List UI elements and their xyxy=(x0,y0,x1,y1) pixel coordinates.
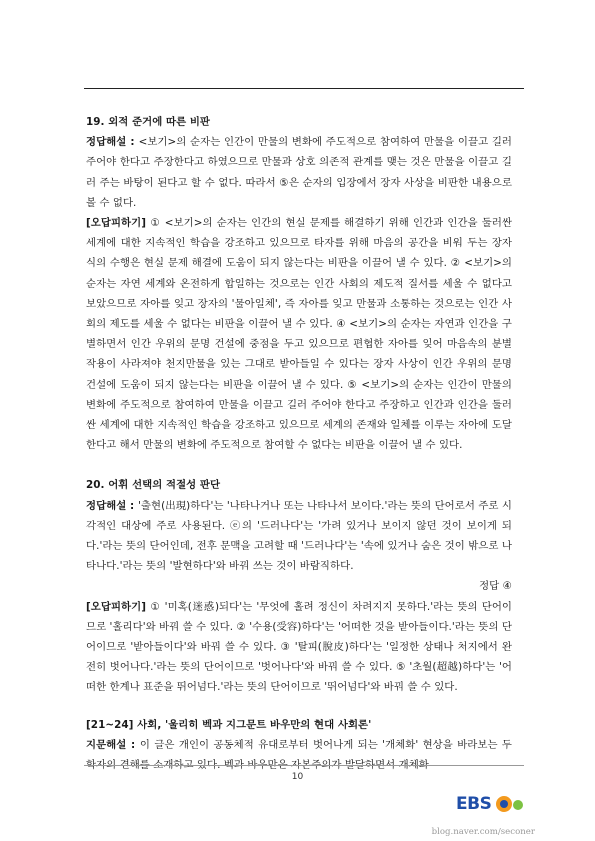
footer-rule xyxy=(84,765,524,766)
q19-answer-label: 정답해설 : xyxy=(86,136,139,149)
q20-answer-mark: 정답 ④ xyxy=(479,580,512,593)
q20-answer xyxy=(86,496,512,577)
q20-answer-label: 정답해설 : xyxy=(86,499,138,512)
q20-wrong-text: ① '미혹(迷惑)되다'는 '무엇에 홀려 정신이 차려지지 못하다.'라는 뜻의 단어이므로 '홀리다'와 바꿔 쓸 수 있다. ② '수용(受容)하다'는 '어떠한 것을 받아들이다.'라는 뜻의 단어이므로 '받아들이다'와 바꿔 쓸 수 있다. ③ '탈피(脫皮)하다'는 '일정한 상태나 처지에서 완전히 벗어나다.'라는 뜻의 단어이므로 '벗어나다'와 바꿔 쓸 수 있다. ⑤ '초월(超越)하다'는 '어떠한 한계나 표준을 뛰어넘다.'라는 뜻의 단어이므로 '뛰어넘다'와 바꿔 쓸 수 있다. xyxy=(86,600,512,694)
q19-wrong-label: [오답피하기] xyxy=(86,217,151,230)
q19-title: 19. 외적 준거에 따른 비판 xyxy=(86,116,211,128)
q21-title: [21~24] 사회, '울리히 벡과 지그문트 바우만의 현대 사회론' xyxy=(86,718,372,731)
logo-green-circle xyxy=(513,800,523,810)
q21-passage-label: 지문해설 : xyxy=(86,738,140,751)
ebs-logo xyxy=(456,794,524,816)
q19-answer-text: <보기>의 순자는 인간이 만물의 변화에 주도적으로 참여하여 만물을 이끌고 길러 주어야 한다고 주장한다고 하였으므로 만물과 상호 의존적 관계를 맺는 것은 만물을 이끌고 길러 주는 바탕이 된다고 할 수 없다. 따라서 ⑤은 순자의 입장에서 장자 사상을 비판한 내용으로 볼 수 없다. xyxy=(86,136,513,209)
ebs-logo-text: EBS xyxy=(456,794,492,814)
q19-wrong-text: ① <보기>의 순자는 인간의 현실 문제를 해결하기 위해 인간과 인간을 둘러싼 세계에 대한 지속적인 학습을 강조하고 있으므로 타자를 위해 마음의 공간을 비워 두는 장자 식의 수행은 현실 문제 해결에 도움이 되지 않는다는 비판을 이끌어 낼 수 있다. ② <보기>의 순자는 자연 세계와 온전하게 합일하는 것으로는 인간 사회의 제도적 질서를 세울 수 없다고 보았으므로 자아를 잊고 장자의 '물아일체', 즉 자아를 잊고 만물과 소통하는 것으로는 인간 사회의 제도를 세울 수 없다는 비판을 이끌어 낼 수 있다. ④ <보기>의 순자는 자연과 인간을 구별하면서 인간 우위의 문명 건설에 중점을 두고 있으므로 편협한 자아를 잊어 마음속의 분별 작용이 사라져야 천지만물을 있는 그대로 받아들일 수 있다는 장자 사상이 인간 우위의 문명 건설에 도움이 되지 않는다는 비판을 이끌어 낼 수 있다. ⑤ <보기>의 순자는 인간이 만물의 변화에 주도적으로 참여하여 만물을 이끌고 길러 주어야 한다고 주장하고 인간과 인간을 둘러싼 세계에 대한 지속적인 학습을 강조하고 있으므로 세계의 존재와 일체를 이루는 자아에 도달한다고 해서 만물의 변화에 주도적으로 참여할 수 없다는 비판을 이끌어 낼 수 있다. xyxy=(86,217,512,452)
q20-answer-text: '출현(出現)하다'는 '나타나거나 또는 나타나서 보이다.'라는 뜻의 단어로서 주로 시각적인 대상에 주로 사용된다. ⓔ의 '드러나다'는 '가려 있거나 보이지 않던 것이 보이게 되다.'라는 뜻의 단어인데, 전후 문맥을 고려할 때 '드러나다'는 '속에 있거나 숨은 것이 밖으로 나타나다.'라는 뜻의 '발현하다'와 바꿔 쓰는 것이 바람직하다. xyxy=(86,499,512,573)
q19-answer xyxy=(86,132,512,213)
blog-url: blog.naver.com/seconer xyxy=(431,827,535,837)
logo-blue-circle xyxy=(500,800,508,808)
q20-title: 20. 어휘 선택의 적절성 판단 xyxy=(86,479,221,492)
header-rule xyxy=(84,88,524,89)
q20-wrong-label: [오답피하기] xyxy=(86,600,151,613)
q21-passage-text: 이 글은 개인이 공동체적 유대로부터 벗어나게 되는 '개체화' 현상을 바라보는 두 학자의 견해를 소개하고 있다. 벡과 바우만은 자본주의가 발달하면서 개체화 xyxy=(86,738,512,772)
document-body xyxy=(86,112,512,775)
q19-wrong xyxy=(86,213,512,455)
q21-passage xyxy=(86,735,512,775)
page-number: 10 xyxy=(291,772,304,782)
q20-wrong xyxy=(86,597,512,698)
